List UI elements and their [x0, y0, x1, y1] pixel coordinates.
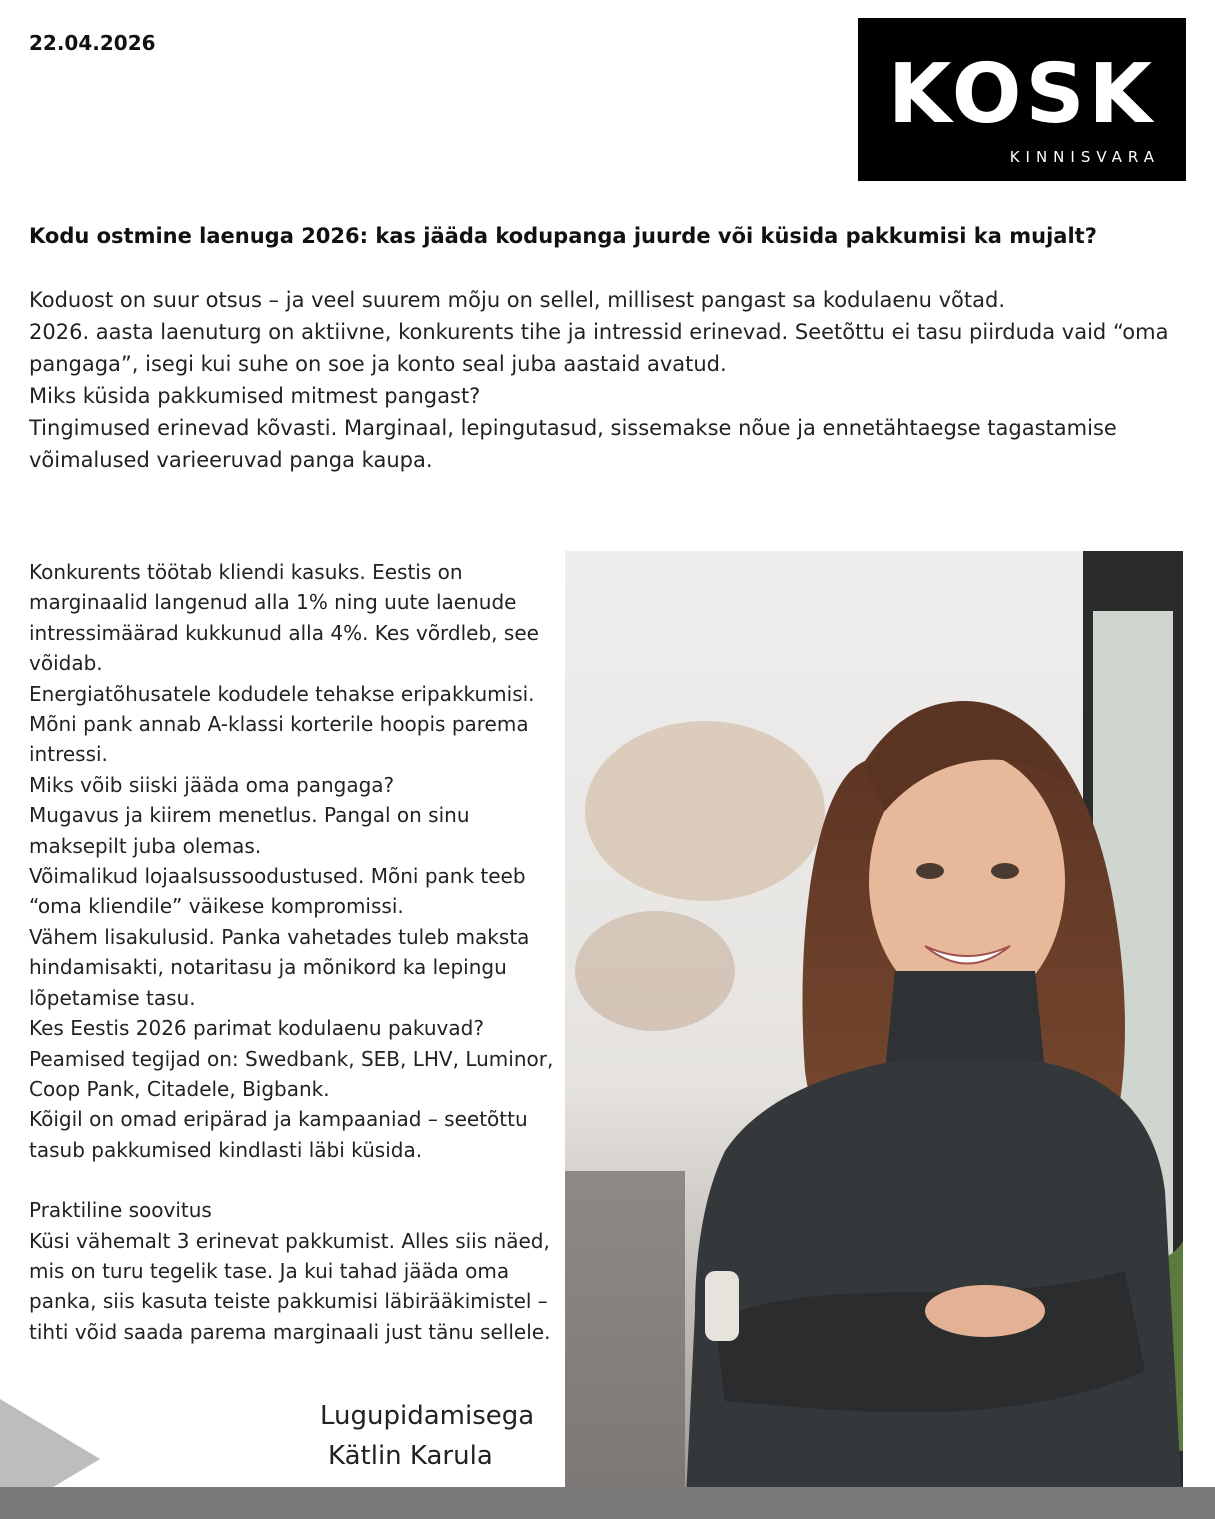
intro-paragraph: Tingimused erinevad kõvasti. Marginaal, lepingutasud, sissemakse nõue ja ennetähtaegse tagastamise võimalused varieeruvad panga kaupa.: [29, 416, 1117, 472]
intro-paragraph: 2026. aasta laenuturg on aktiivne, konkurents tihe ja intressid erinevad. Seetõttu ei tasu piirduda vaid “oma pangaga”, isegi kui suhe on soe ja konto seal juba aastaid avatud.: [29, 320, 1169, 376]
tips-paragraph: Küsi vähemalt 3 erinevat pakkumist. Alles siis näed, mis on turu tegelik tase. Ja kui tahad jääda oma panka, siis kasuta teiste pakkumisi läbirääkimistel – tihti võid saada parema marginaali just tänu sellele.: [29, 1228, 551, 1344]
signature-block: [320, 1396, 534, 1476]
body-paragraph: Energiatõhusatele kodudele tehakse eripakkumisi. Mõni pank annab A-klassi korterile hoopis parema intressi.: [29, 681, 535, 767]
intro-question: Miks küsida pakkumised mitmest pangast?: [29, 384, 481, 408]
document-date: 22.04.2026: [29, 31, 156, 55]
body-question: Kes Eestis 2026 parimat kodulaenu pakuvad?: [29, 1016, 484, 1041]
intro-paragraph: Koduost on suur otsus – ja veel suurem mõju on sellel, millisest pangast sa kodulaenu võtad.: [29, 288, 1006, 312]
portrait-illustration: [565, 551, 1183, 1519]
body-paragraph: Vähem lisakulusid. Panka vahetades tuleb maksta hindamisakti, notaritasu ja mõnikord ka lepingu lõpetamise tasu.: [29, 924, 530, 1010]
tips-heading: Praktiline soovitus: [29, 1198, 212, 1223]
body-paragraph: Konkurents töötab kliendi kasuks. Eestis on marginaalid langenud alla 1% ning uute laenude intressimäärad kukkunud alla 4%. Kes võrdleb, see võidab.: [29, 560, 539, 676]
article-body: [29, 557, 559, 1347]
logo-subtitle: KINNISVARA: [1009, 148, 1160, 166]
spacer: [29, 1165, 559, 1195]
body-question: Miks võib siiski jääda oma pangaga?: [29, 772, 395, 797]
article-headline: Kodu ostmine laenuga 2026: kas jääda kodupanga juurde või küsida pakkumisi ka mujalt?: [29, 224, 1097, 248]
body-paragraph: Kõigil on omad eripärad ja kampaaniad – seetõttu tasub pakkumised kindlasti läbi küsida.: [29, 1107, 528, 1162]
kosk-logo: [858, 18, 1186, 181]
body-paragraph: Võimalikud lojaalsussoodustused. Mõni pank teeb “oma kliendile” väikese kompromissi.: [29, 864, 526, 919]
logo-wordmark: KOSK: [887, 47, 1157, 142]
author-name: Kätlin Karula: [328, 1441, 493, 1471]
closing-greeting: Lugupidamisega: [320, 1401, 535, 1431]
intro-text: [29, 284, 1199, 476]
footer-bar: [0, 1487, 1215, 1519]
body-paragraph: Mugavus ja kiirem menetlus. Pangal on sinu maksepilt juba olemas.: [29, 803, 470, 858]
portrait-photo: [565, 551, 1183, 1519]
body-paragraph: Peamised tegijad on: Swedbank, SEB, LHV, Luminor, Coop Pank, Citadele, Bigbank.: [29, 1046, 554, 1101]
